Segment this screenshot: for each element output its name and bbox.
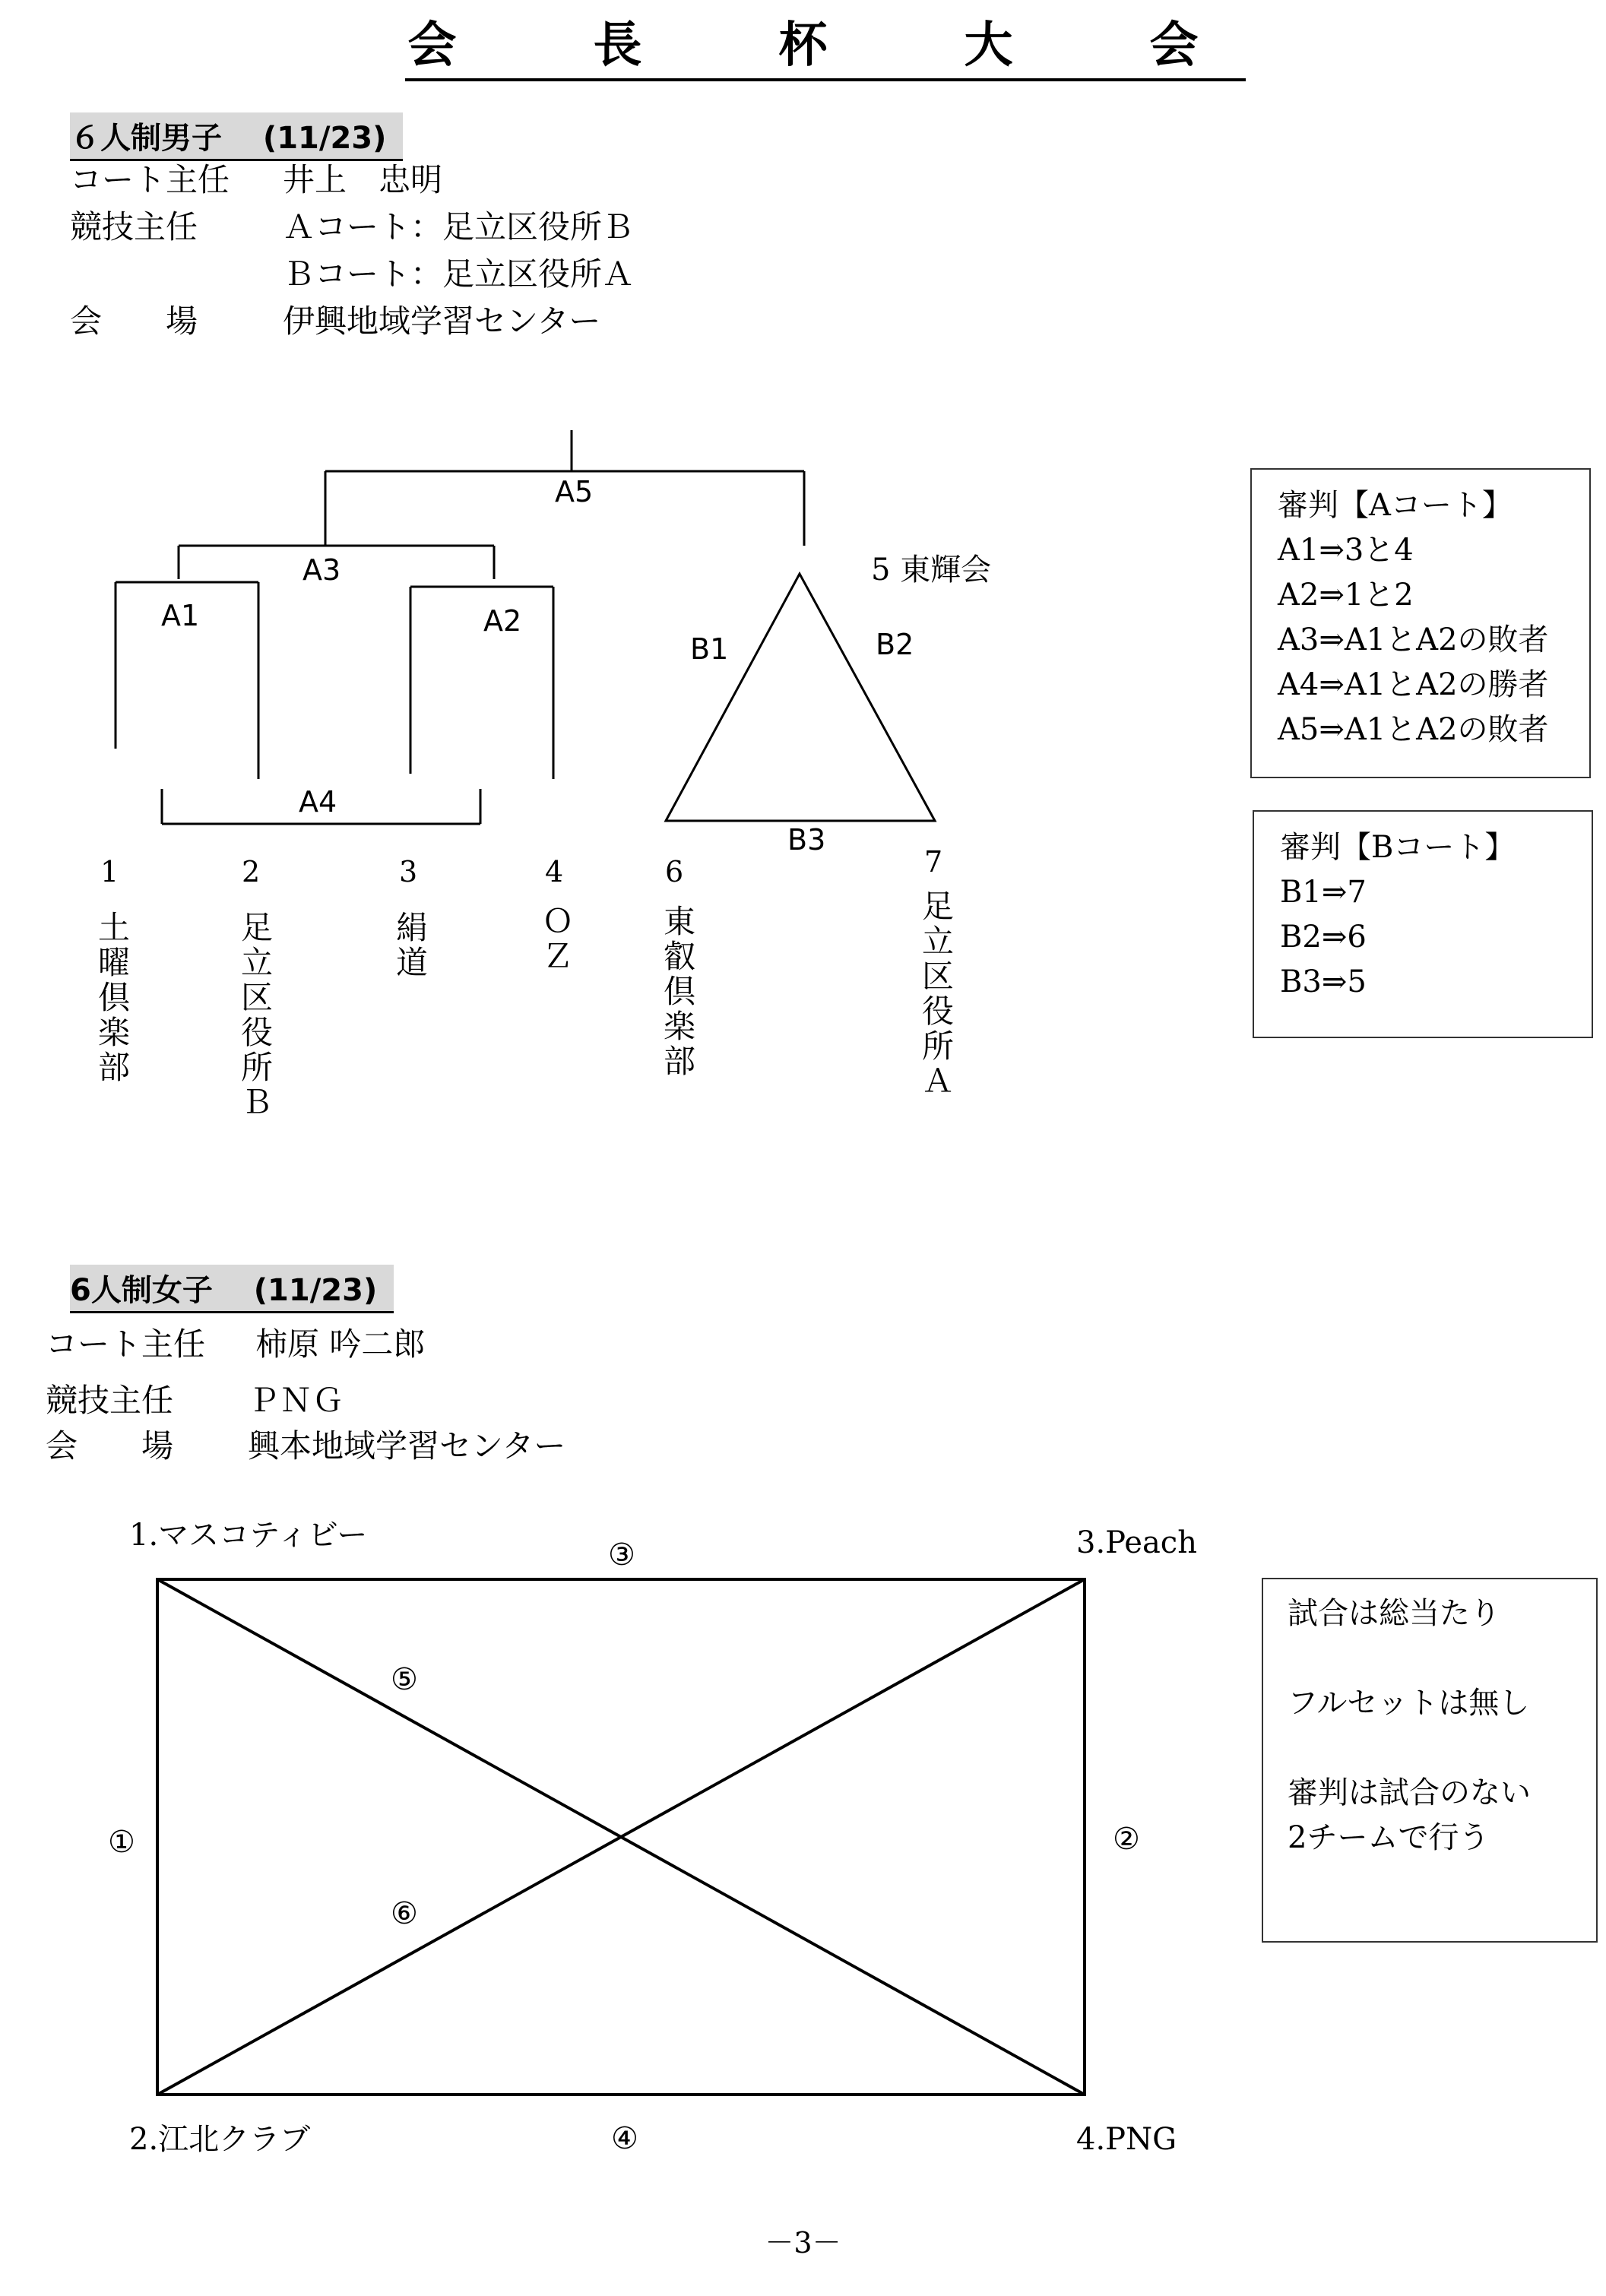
team-name: 絹道 bbox=[391, 910, 429, 980]
men-section-header: ６人制男子 (11/23) bbox=[70, 112, 403, 161]
team-name: 足立区役所Ａ bbox=[917, 889, 955, 1099]
bracket-label-a1: A1 bbox=[161, 599, 200, 632]
match-label: ④ bbox=[611, 2121, 638, 2156]
referee-a-line: A4⇒A1とA2の勝者 bbox=[1278, 667, 1549, 702]
women-venue-label: 会 場 bbox=[46, 1427, 174, 1465]
team-name: 足立区役所Ｂ bbox=[236, 910, 274, 1120]
note-line: 試合は総当たり bbox=[1288, 1596, 1500, 1631]
team-name: 東叡倶楽部 bbox=[659, 904, 696, 1079]
note-line: 2チームで行う bbox=[1288, 1820, 1490, 1855]
referee-a-title: 審判【Aコート】 bbox=[1278, 488, 1513, 523]
men-venue: 伊興地域学習センター bbox=[283, 302, 601, 340]
referee-a-line: A5⇒A1とA2の敗者 bbox=[1278, 712, 1549, 747]
team-name: 土曜倶楽部 bbox=[93, 910, 131, 1085]
team-5-label: 5 東輝会 bbox=[871, 553, 992, 587]
referee-b-line: B3⇒5 bbox=[1280, 964, 1367, 999]
women-team-3: 3.Peach bbox=[1076, 1525, 1197, 1560]
women-comp-chief: ＰＮＧ bbox=[248, 1382, 344, 1419]
match-label: ⑥ bbox=[391, 1896, 418, 1931]
bracket-label-a4: A4 bbox=[299, 785, 337, 819]
bracket-label-b1: B1 bbox=[690, 632, 729, 666]
referee-b-line: B1⇒7 bbox=[1280, 875, 1367, 910]
team-name: ＯＺ bbox=[537, 904, 575, 974]
referee-b-line: B2⇒6 bbox=[1280, 920, 1367, 955]
men-comp-chief-b: Ｂコート：足立区役所Ａ bbox=[283, 255, 635, 293]
referee-b-box bbox=[1253, 810, 1593, 1038]
bracket-label-b3: B3 bbox=[787, 823, 826, 857]
referee-a-line: A3⇒A1とA2の敗者 bbox=[1278, 622, 1549, 657]
women-diagram-lines bbox=[157, 1579, 1085, 2095]
women-team-2: 2.江北クラブ bbox=[129, 2122, 311, 2157]
page-title: 会 長 杯 大 会 bbox=[0, 6, 1606, 76]
women-team-1: 1.マスコティビー bbox=[129, 1518, 368, 1553]
men-comp-chief-a: Ａコート：足立区役所Ｂ bbox=[283, 208, 635, 245]
women-court-chief-label: コート主任 bbox=[46, 1325, 206, 1363]
men-bracket-lines bbox=[116, 430, 935, 824]
bracket-label-a5: A5 bbox=[555, 475, 594, 508]
note-line: 審判は試合のない bbox=[1288, 1775, 1531, 1810]
women-section-header: 6人制女子 (11/23) bbox=[70, 1265, 394, 1313]
referee-b-title: 審判【Bコート】 bbox=[1280, 830, 1516, 865]
women-team-4: 4.PNG bbox=[1076, 2122, 1177, 2157]
page-number: －3－ bbox=[765, 2226, 841, 2260]
bracket-label-a2: A2 bbox=[483, 604, 522, 638]
bracket-label-a3: A3 bbox=[303, 553, 341, 587]
team-number: 3 bbox=[399, 855, 418, 888]
team-number: 7 bbox=[924, 845, 943, 879]
team-number: 4 bbox=[545, 855, 564, 888]
referee-a-line: A1⇒3と4 bbox=[1278, 533, 1414, 568]
women-notes-box bbox=[1262, 1578, 1598, 1943]
women-comp-chief-label: 競技主任 bbox=[46, 1382, 174, 1419]
team-number: 1 bbox=[100, 855, 119, 888]
referee-a-box bbox=[1250, 468, 1591, 778]
men-comp-chief-label: 競技主任 bbox=[70, 208, 198, 245]
team-number: 2 bbox=[242, 855, 261, 888]
bracket-label-b2: B2 bbox=[876, 628, 914, 661]
men-court-chief-label: コート主任 bbox=[70, 161, 230, 198]
match-label: ⑤ bbox=[391, 1662, 418, 1697]
men-venue-label: 会 場 bbox=[70, 302, 198, 340]
match-label: ② bbox=[1113, 1822, 1140, 1857]
women-venue: 興本地域学習センター bbox=[248, 1427, 566, 1465]
match-label: ① bbox=[108, 1825, 135, 1860]
referee-a-line: A2⇒1と2 bbox=[1278, 578, 1414, 613]
match-label: ③ bbox=[608, 1538, 635, 1572]
team-number: 6 bbox=[665, 855, 684, 888]
note-line: フルセットは無し bbox=[1288, 1686, 1530, 1721]
women-court-chief: 柿原 吟二郎 bbox=[255, 1325, 426, 1363]
men-court-chief: 井上 忠明 bbox=[283, 161, 443, 198]
